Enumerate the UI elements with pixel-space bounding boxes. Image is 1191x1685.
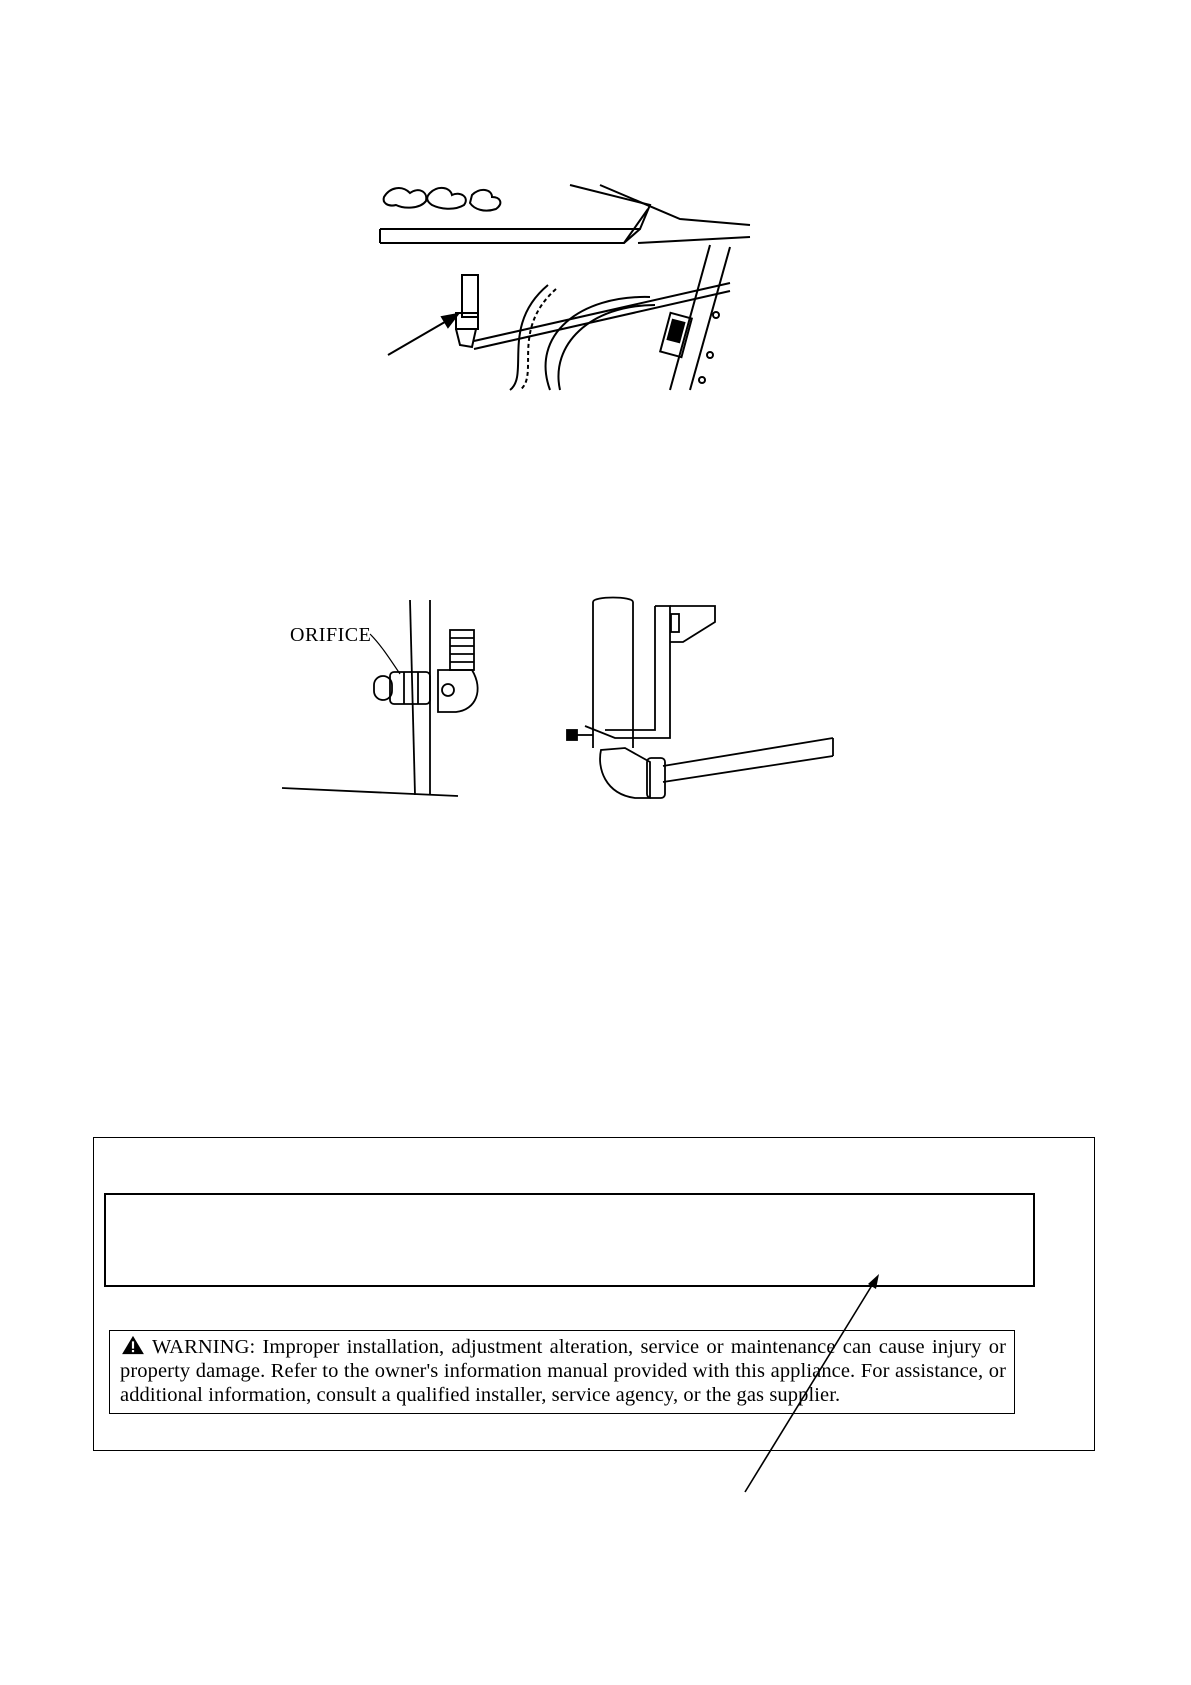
rating-label-box (104, 1193, 1035, 1287)
label-pointer-arrow (740, 1270, 890, 1500)
warning-triangle-icon (120, 1335, 146, 1355)
orifice-label: ORIFICE (290, 624, 372, 646)
warning-text: WARNING: Improper installation, adjustment alteration, service or maintenance can cause injury or property damage. Refer to the owner's information manual provided with this appliance. For assistance, or additional information, consult a qualified installer, service agency, or the gas supplier. (120, 1336, 1006, 1406)
bracket-illustration (555, 598, 845, 803)
burner-underside-illustration (380, 185, 750, 390)
